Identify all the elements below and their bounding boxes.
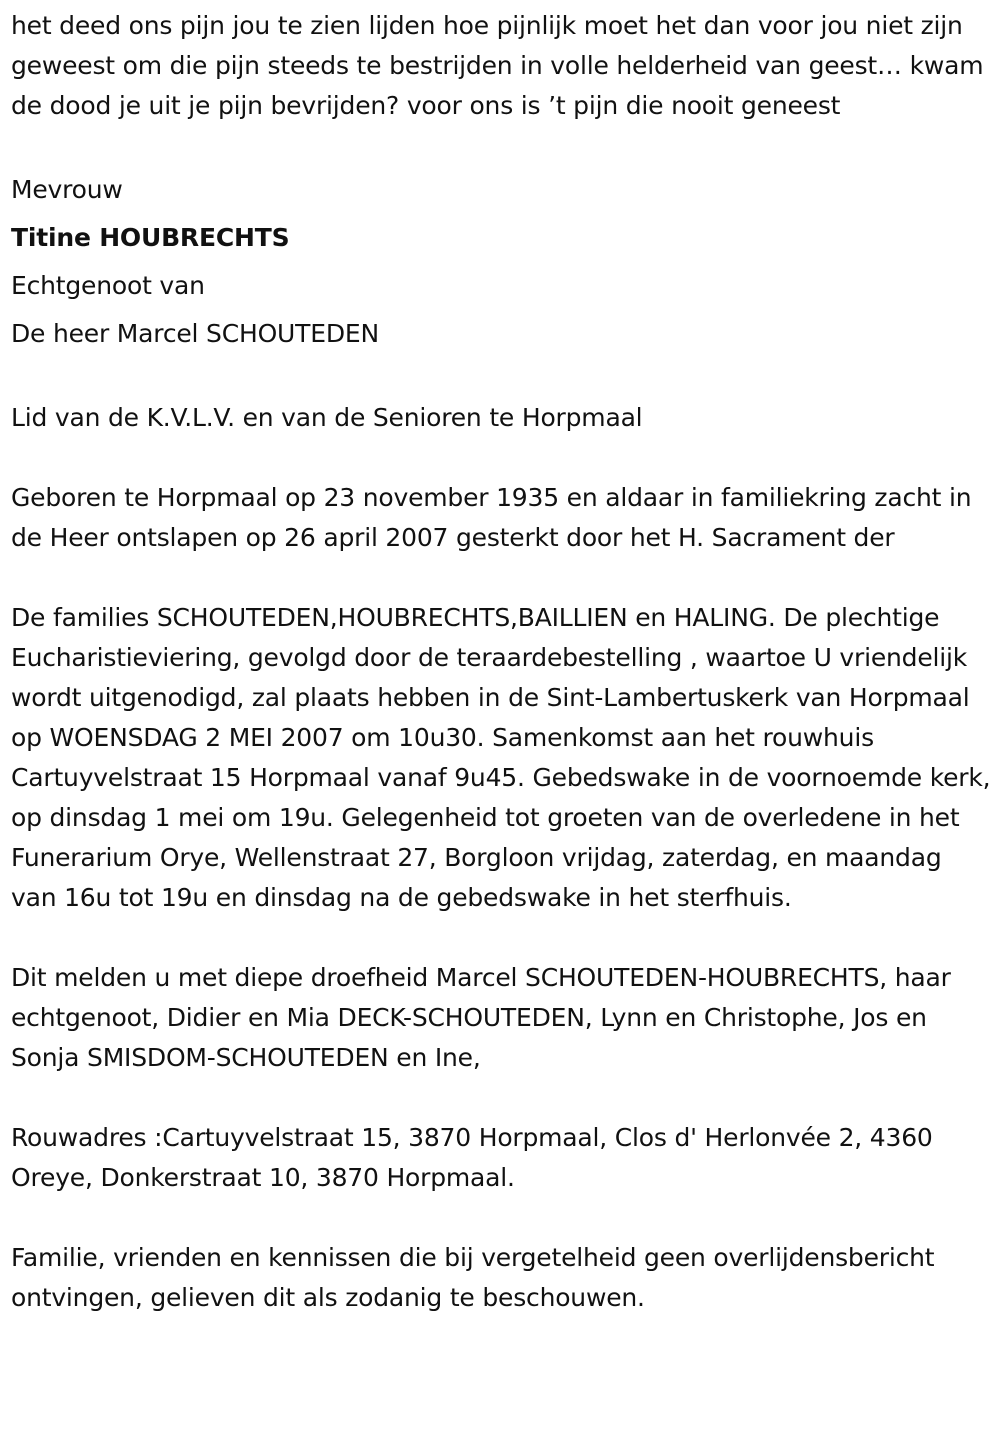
poem-paragraph: het deed ons pijn jou te zien lijden hoe pijnlijk moet het dan voor jou niet zijn geweest om die pijn steeds te bestrijden in volle helderheid van geest… kwam de dood je uit je pijn bevrijden? voor ons is ’t pijn die nooit geneest xyxy=(11,11,984,120)
spacer xyxy=(11,1078,991,1118)
spacer xyxy=(11,438,991,478)
spacer xyxy=(11,126,991,166)
birth-death-paragraph: Geboren te Horpmaal op 23 november 1935 en aldaar in familiekring zacht in de Heer ontslapen op 26 april 2007 gesterkt door het H. Sacrament der xyxy=(11,483,972,552)
honorific-title: Mevrouw xyxy=(11,175,123,204)
spacer xyxy=(11,558,991,598)
spacer xyxy=(11,918,991,958)
spacer xyxy=(11,1198,991,1238)
spouse-name: De heer Marcel SCHOUTEDEN xyxy=(11,319,379,348)
announcement-paragraph: Dit melden u met diepe droefheid Marcel SCHOUTEDEN-HOUBRECHTS, haar echtgenoot, Didier en Mia DECK-SCHOUTEDEN, Lynn en Christophe, Jos en Sonja SMISDOM-SCHOUTEDEN en Ine, xyxy=(11,963,951,1072)
funeral-details-paragraph: De families SCHOUTEDEN,HOUBRECHTS,BAILLIEN en HALING. De plechtige Eucharistieviering, gevolgd door de teraardebestelling , waartoe U vriendelijk wordt uitgenodigd, zal plaats hebben in de Sint-Lambertuskerk van Horpmaal op WOENSDAG 2 MEI 2007 om 10u30. Samenkomst aan het rouwhuis Cartuyvelstraat 15 Horpmaal vanaf 9u45. Gebedswake in de voornoemde kerk, op dinsdag 1 mei om 19u. Gelegenheid tot groeten van de overledene in het Funerarium Orye, Wellenstraat 27, Borgloon vrijdag, zaterdag, en maandag van 16u tot 19u en dinsdag na de gebedswake in het sterfhuis. xyxy=(11,603,991,912)
deceased-block xyxy=(11,166,991,358)
mourning-address-paragraph: Rouwadres :Cartuyvelstraat 15, 3870 Horpmaal, Clos d' Herlonvée 2, 4360 Oreye, Donkerstraat 10, 3870 Horpmaal. xyxy=(11,1123,933,1192)
relation-label: Echtgenoot van xyxy=(11,271,205,300)
spacer xyxy=(11,358,991,398)
closing-paragraph: Familie, vrienden en kennissen die bij vergetelheid geen overlijdensbericht ontvingen, gelieven dit als zodanig te beschouwen. xyxy=(11,1243,935,1312)
deceased-name: Titine HOUBRECHTS xyxy=(11,223,290,252)
obituary-notice xyxy=(11,6,991,1318)
membership-line: Lid van de K.V.L.V. en van de Senioren te Horpmaal xyxy=(11,403,643,432)
